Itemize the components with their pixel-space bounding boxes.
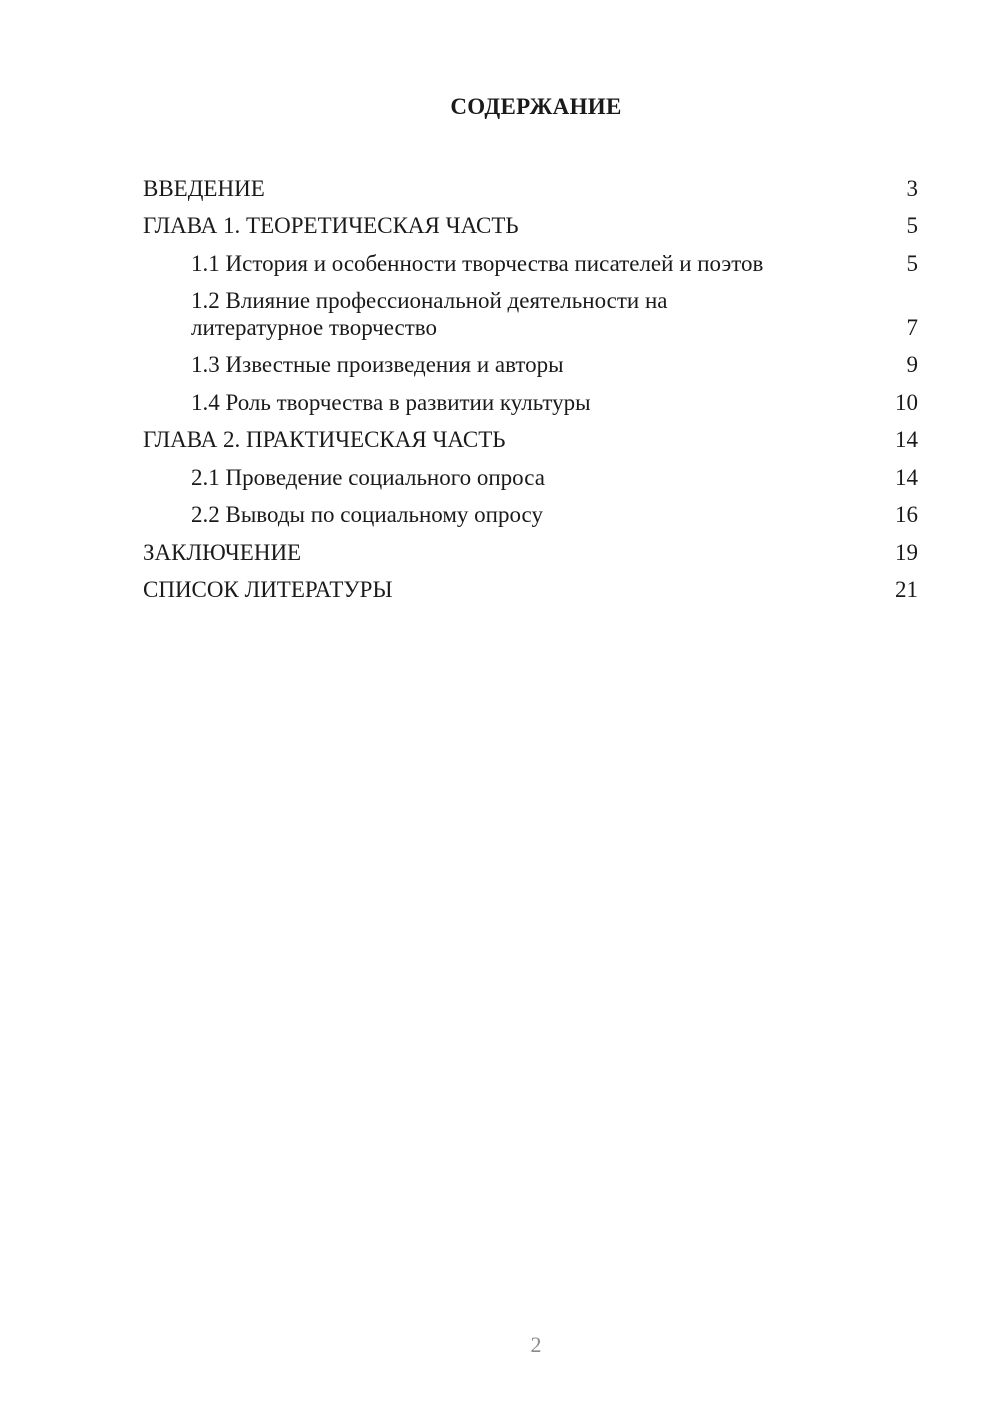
- toc-entry-section-1-1[interactable]: [143, 243, 918, 281]
- toc-entry-page: 5: [906, 213, 918, 238]
- toc-entry-label: ГЛАВА 1. ТЕОРЕТИЧЕСКАЯ ЧАСТЬ: [143, 213, 519, 238]
- toc-entry-section-2-1[interactable]: [143, 457, 918, 495]
- toc-entry-label: 1.4 Роль творчества в развитии культуры: [191, 389, 591, 415]
- toc-entry-label: 1.1 История и особенности творчества писателей и поэтов: [191, 250, 764, 276]
- toc-entry-page: 10: [895, 389, 918, 415]
- toc-entry-chapter-2[interactable]: [143, 420, 918, 458]
- toc-entry-label: ЗАКЛЮЧЕНИЕ: [143, 539, 302, 565]
- toc-entry-label: 2.2 Выводы по социальному опросу: [191, 502, 543, 527]
- toc-entry-label: 1.3 Известные произведения и авторы: [191, 352, 564, 377]
- toc-entry-label: ВВЕДЕНИЕ: [143, 175, 265, 201]
- toc-entry-label: ГЛАВА 2. ПРАКТИЧЕСКАЯ ЧАСТЬ: [143, 427, 506, 452]
- toc-entry-page: 5: [906, 250, 918, 276]
- toc-entry-page: 3: [906, 175, 918, 201]
- toc-entry-introduction[interactable]: [143, 168, 918, 206]
- toc-entry-section-1-4[interactable]: [143, 382, 918, 420]
- toc-entry-page: 16: [895, 502, 918, 527]
- toc-entry-section-1-2[interactable]: [143, 281, 918, 345]
- toc-entry-page: 9: [906, 352, 918, 377]
- toc-entry-page: 21: [895, 577, 918, 602]
- toc-entry-conclusion[interactable]: [143, 532, 918, 570]
- toc-entry-page: 14: [895, 464, 918, 490]
- toc-title: СОДЕРЖАНИЕ: [450, 94, 622, 119]
- table-of-contents: [143, 168, 918, 607]
- toc-entry-page: 7: [906, 314, 918, 340]
- toc-entry-label: СПИСОК ЛИТЕРАТУРЫ: [143, 577, 393, 602]
- toc-entry-page: 19: [895, 539, 918, 565]
- toc-entry-page: 14: [895, 427, 918, 452]
- toc-entry-section-1-3[interactable]: [143, 345, 918, 383]
- toc-entry-label: 2.1 Проведение социального опроса: [191, 464, 545, 490]
- page-number: 2: [530, 1332, 542, 1357]
- toc-entry-references[interactable]: [143, 570, 918, 608]
- toc-entry-section-2-2[interactable]: [143, 495, 918, 533]
- toc-entry-chapter-1[interactable]: [143, 206, 918, 244]
- toc-entry-label: 1.2 Влияние профессиональной деятельности на литературное творчество: [191, 287, 668, 340]
